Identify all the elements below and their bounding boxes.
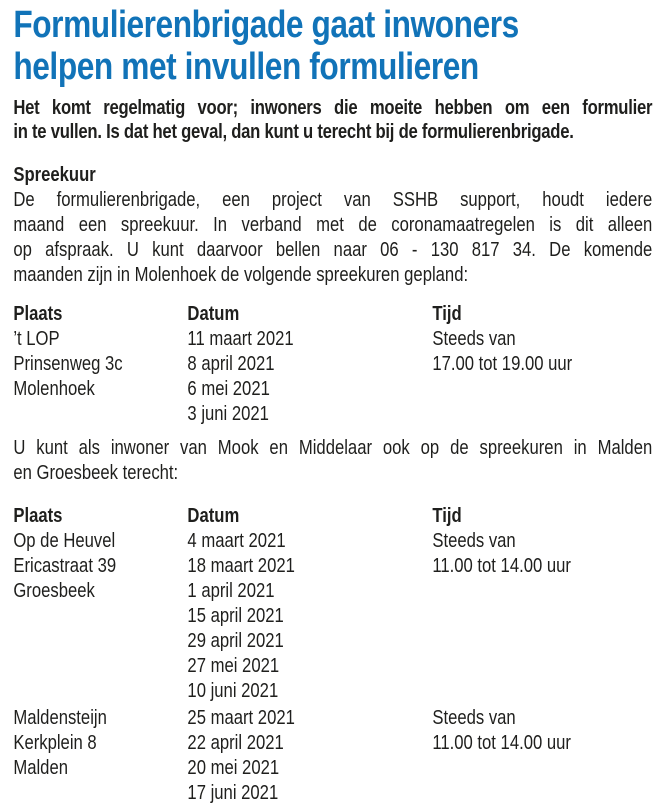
text-line: Steeds van — [432, 328, 516, 350]
text-line: en Groesbeek terecht: — [13, 462, 179, 484]
text-line: Groesbeek — [13, 580, 95, 602]
text-line: Het komt regelmatig voor; inwoners die moeite hebben om een formulier — [13, 97, 653, 119]
spreekuur-body — [13, 188, 652, 288]
text-line: Kerkplein 8 — [13, 732, 97, 754]
column-header-datum: Datum — [187, 505, 240, 527]
schedule-malden-datum-lines — [187, 706, 432, 806]
text-line: 18 maart 2021 — [187, 555, 295, 577]
text-line: maanden zijn in Molenhoek de volgende spreekuren gepland: — [13, 264, 469, 286]
text-line: 27 mei 2021 — [187, 655, 280, 677]
text-line: U kunt als inwoner van Mook en Middelaar ook op de spreekuren in Malden — [13, 437, 653, 459]
text-line: Formulierenbrigade gaat inwoners — [13, 4, 519, 46]
text-line: 17 juni 2021 — [187, 782, 279, 804]
schedule-molenhoek-plaats-lines — [13, 327, 187, 402]
text-line: Steeds van — [432, 707, 516, 729]
text-line: 20 mei 2021 — [187, 757, 280, 779]
column-header-datum: Datum — [187, 303, 240, 325]
schedule-molenhoek-plaats-column — [13, 302, 187, 427]
text-line: 3 juni 2021 — [187, 403, 269, 425]
column-header-tijd: Tijd — [432, 303, 462, 325]
schedule-molenhoek-tijd-column — [432, 302, 652, 427]
schedule-groesbeek — [13, 504, 652, 704]
spreekuur-section — [13, 163, 652, 288]
column-header-tijd: Tijd — [432, 505, 462, 527]
text-line: op afspraak. U kunt daarvoor bellen naar 06 - 130 817 34. De komende — [13, 239, 653, 261]
text-line: 15 april 2021 — [187, 605, 284, 627]
text-line: Maldensteijn — [13, 707, 107, 729]
text-line: 10 juni 2021 — [187, 680, 279, 702]
text-line: 8 april 2021 — [187, 353, 275, 375]
schedule-malden-datum-column — [187, 706, 432, 806]
schedule-molenhoek — [13, 302, 652, 427]
article-title — [13, 4, 652, 88]
text-line: helpen met invullen formulieren — [13, 46, 479, 88]
schedule-groesbeek-datum-lines — [187, 529, 432, 704]
schedule-malden — [13, 706, 652, 806]
text-line: De formulierenbrigade, een project van SSHB support, houdt iedere — [13, 189, 653, 211]
schedule-molenhoek-datum-column — [187, 302, 432, 427]
text-line: 11 maart 2021 — [187, 328, 294, 350]
schedule-groesbeek-plaats-column — [13, 504, 187, 704]
text-line: Prinsenweg 3c — [13, 353, 123, 375]
text-line: 11.00 tot 14.00 uur — [432, 732, 571, 754]
column-header-plaats: Plaats — [13, 505, 63, 527]
column-header-plaats: Plaats — [13, 303, 63, 325]
text-line: 4 maart 2021 — [187, 530, 286, 552]
text-line: 11.00 tot 14.00 uur — [432, 555, 571, 577]
text-line: 29 april 2021 — [187, 630, 284, 652]
schedule-malden-plaats-lines — [13, 706, 187, 781]
text-line: 17.00 tot 19.00 uur — [432, 353, 573, 375]
schedule-molenhoek-tijd-lines — [432, 327, 652, 377]
text-line: Steeds van — [432, 530, 516, 552]
text-line: 22 april 2021 — [187, 732, 284, 754]
schedule-groesbeek-tijd-column — [432, 504, 652, 704]
schedule-malden-tijd-column — [432, 706, 652, 806]
text-line: 6 mei 2021 — [187, 378, 270, 400]
schedule-groesbeek-plaats-lines — [13, 529, 187, 604]
text-line: ’t LOP — [13, 328, 60, 350]
schedule-groesbeek-tijd-lines — [432, 529, 652, 579]
spreekuur-heading: Spreekuur — [13, 164, 96, 186]
text-line: in te vullen. Is dat het geval, dan kunt u terecht bij de formulierenbrigade. — [13, 121, 574, 143]
text-line: maand een spreekuur. In verband met de coronamaatregelen is dit alleen — [13, 214, 653, 236]
text-line: Ericastraat 39 — [13, 555, 117, 577]
text-line: Op de Heuvel — [13, 530, 116, 552]
schedule-malden-tijd-lines — [432, 706, 652, 756]
article-intro — [13, 96, 652, 144]
text-line: 25 maart 2021 — [187, 707, 295, 729]
schedule-groesbeek-datum-column — [187, 504, 432, 704]
text-line: 1 april 2021 — [187, 580, 275, 602]
schedule-malden-plaats-column — [13, 706, 187, 806]
text-line: Molenhoek — [13, 378, 95, 400]
schedule-molenhoek-datum-lines — [187, 327, 432, 427]
article-note — [13, 436, 652, 486]
text-line: Malden — [13, 757, 68, 779]
